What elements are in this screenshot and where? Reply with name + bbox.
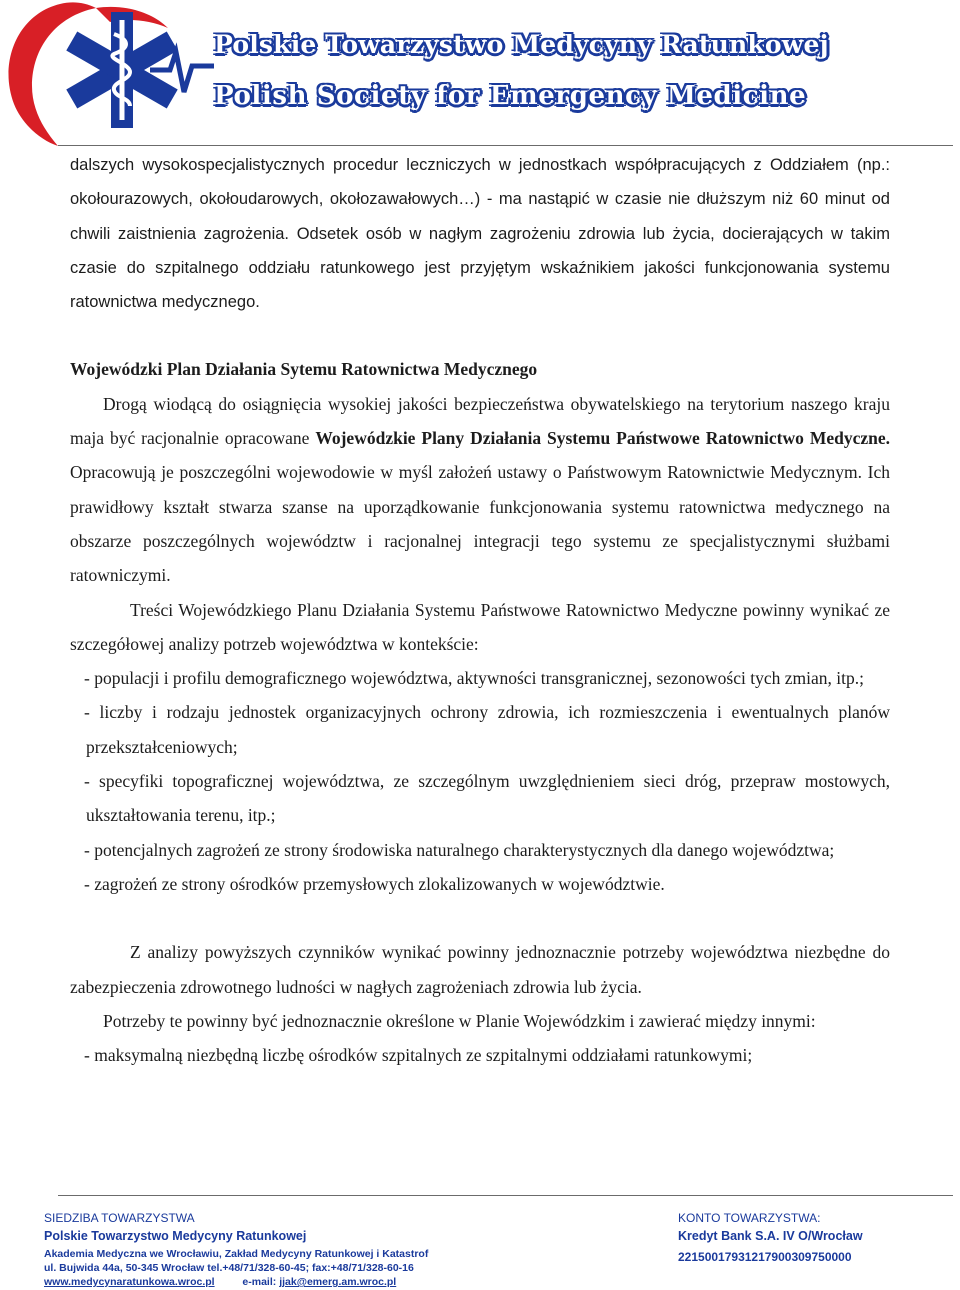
email-link[interactable]: jjak@emerg.am.wroc.pl — [279, 1276, 397, 1288]
society-name-english: Polish Society for Emergency Medicine — [214, 81, 807, 111]
paragraph-needs: Potrzeby te powinny być jednoznacznie określone w Planie Wojewódzkim i zawierać między innymi: — [103, 1010, 816, 1031]
paragraph-max-hospitals: - maksymalną niezbędną liczbę ośrodków szpitalnych ze szpitalnymi oddziałami ratunkowymi; — [84, 1045, 753, 1066]
website-link[interactable]: www.medycynaratunkowa.wroc.pl — [44, 1276, 215, 1288]
org-institution: Akademia Medyczna we Wrocławiu, Zakład Medycyny Ratunkowej i Katastrof — [44, 1248, 429, 1260]
list-item: - specyfiki topograficznej województwa, ze szczególnym uwzględnieniem sieci dróg, przepraw mostowych, ukształtowania terenu, itp.; — [84, 771, 890, 826]
section-heading: Wojewódzki Plan Działania Sytemu Ratownictwa Medycznego — [70, 359, 538, 380]
list-item: - zagrożeń ze strony ośrodków przemysłowych zlokalizowanych w województwie. — [84, 873, 665, 894]
contact-line — [44, 1276, 396, 1288]
email-label: e-mail: — [242, 1276, 280, 1288]
list-item: - liczby i rodzaju jednostek organizacyjnych ochrony zdrowia, ich rozmieszczenia i ewentualnych planów przekształceniowych; — [84, 702, 890, 757]
paragraph-plans: Drogą wiodącą do osiągnięcia wysokiej jakości bezpieczeństwa obywatelskiego na terytorium naszego kraju maja być racjonalnie opracowane Wojewódzkie Plany Działania Systemu Państwowe Ratownictwo Medyczne. Opracowują je poszczególni wojewodowie w myśl założeń ustawy o Państwowym Ratownictwie Medycznym. Ich prawidłowy kształt stwarza szanse na uporządkowanie funkcjonowania systemu ratownictwa medycznego na obszarze poszczególnych województw i racjonalnej integracji tego systemu ze specjalistycznymi służbami ratowniczymi. — [70, 393, 890, 586]
account-label: KONTO TOWARZYSTWA: — [678, 1211, 821, 1225]
header-divider — [58, 145, 953, 146]
footer — [0, 1195, 960, 1290]
org-name: Polskie Towarzystwo Medycyny Ratunkowej — [44, 1229, 307, 1243]
footer-divider — [58, 1195, 953, 1196]
paragraph-intro: dalszych wysokospecjalistycznych procedur leczniczych w jednostkach współpracujących z Oddziałem (np.: okołourazowych, okołoudarowych, okołozawałowych…) - ma nastąpić w czasie nie dłuższym niż 60 minut od chwili zaistnienia zagrożenia. Odsetek osób w nagłym zagrożeniu zdrowia lub życia, docierających w takim czasie do szpitalnego oddziału ratunkowego jest przyjętym wskaźnikiem jakości funkcjonowania systemu ratownictwa medycznego. — [70, 156, 890, 312]
list-item: - populacji i profilu demograficznego województwa, aktywności transgranicznej, sezonowości tych zmian, itp.; — [84, 668, 864, 689]
star-of-life-icon — [0, 0, 215, 148]
account-number: 22150017931217900309750000 — [678, 1250, 852, 1264]
org-address: ul. Bujwida 44a, 50-345 Wrocław tel.+48/71/328-60-45; fax:+48/71/328-60-16 — [44, 1262, 414, 1274]
document-body — [70, 148, 890, 1072]
letterhead — [0, 0, 960, 148]
plans-bold-phrase: Wojewódzkie Plany Działania Systemu Państwowe Ratownictwo Medyczne. — [315, 428, 890, 449]
paragraph-contents: Treści Wojewódzkiego Planu Działania Systemu Państwowe Ratownictwo Medyczne powinny wynikać ze szczegółowej analizy potrzeb województwa w kontekście: — [70, 599, 890, 654]
bank-name: Kredyt Bank S.A. IV O/Wrocław — [678, 1229, 863, 1243]
society-name-polish: Polskie Towarzystwo Medycyny Ratunkowej — [214, 30, 829, 59]
list-item: - potencjalnych zagrożeń ze strony środowiska naturalnego charakterystycznych dla danego województwa; — [84, 839, 835, 860]
paragraph-analysis: Z analizy powyższych czynników wynikać powinny jednoznacznie potrzeby województwa niezbędne do zabezpieczenia zdrowotnego ludności w nagłych zagrożeniach zdrowia lub życia. — [70, 942, 890, 997]
seat-label: SIEDZIBA TOWARZYSTWA — [44, 1211, 195, 1225]
